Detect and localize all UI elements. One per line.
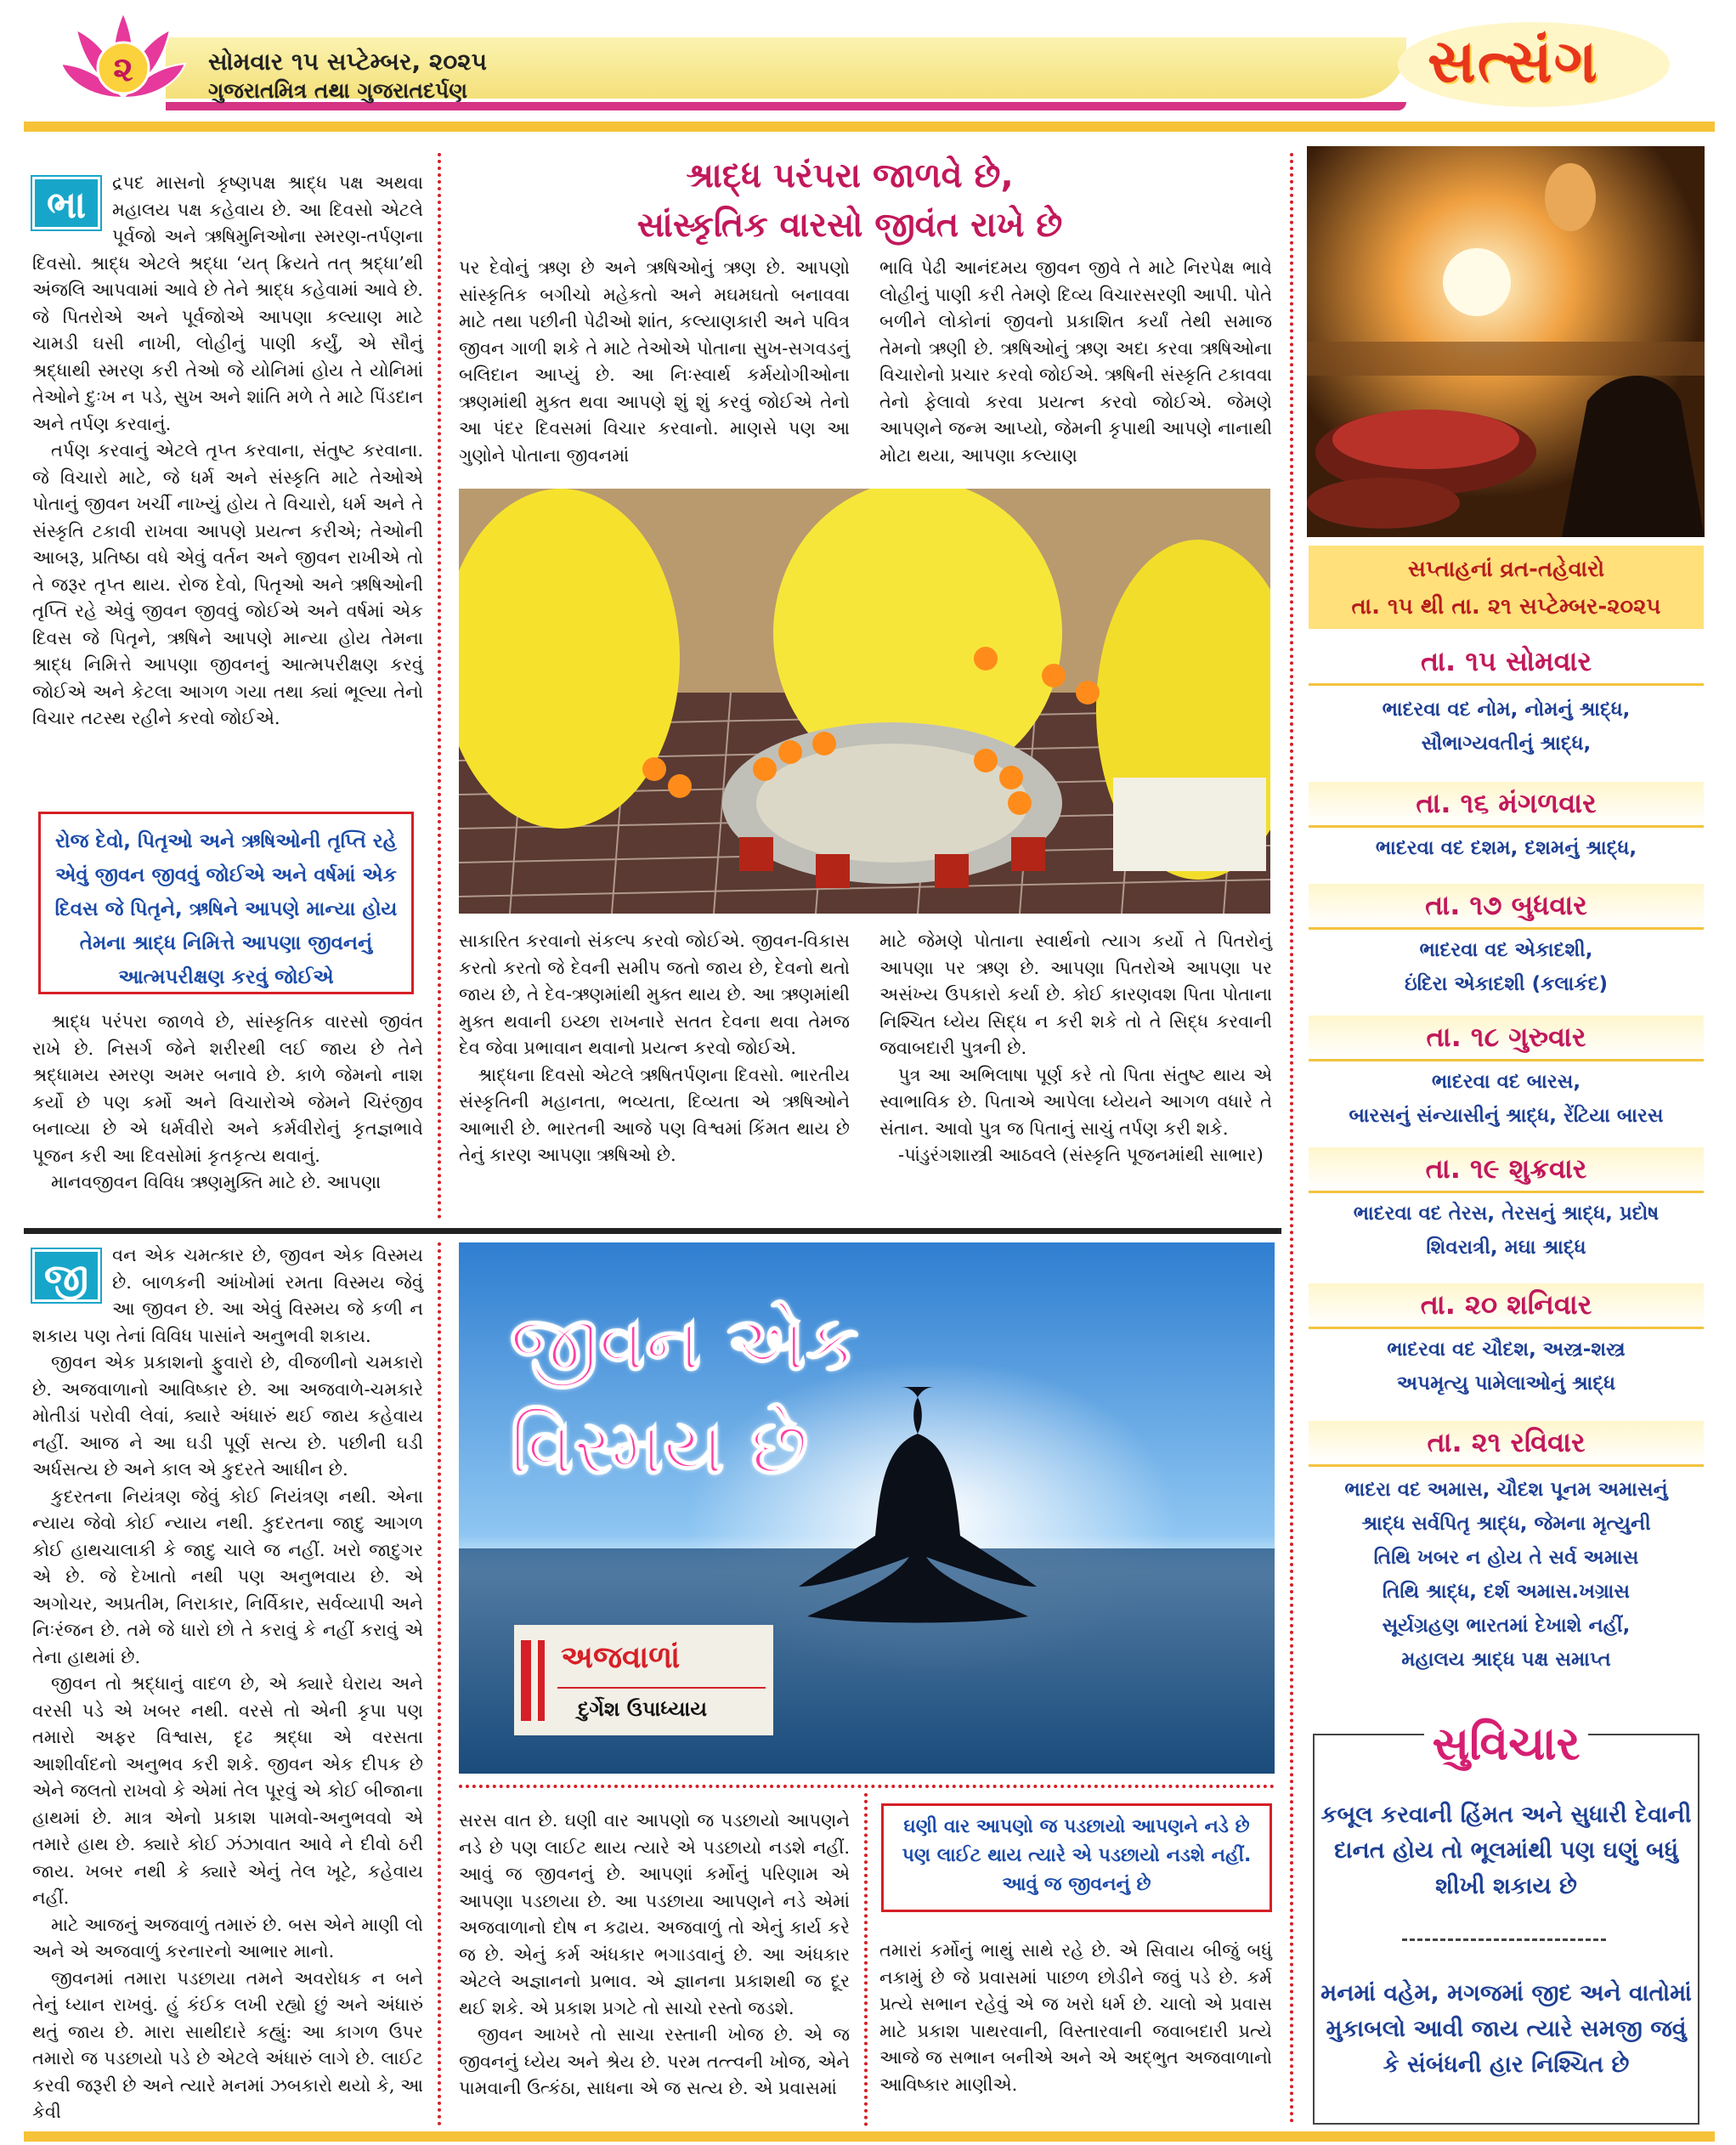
paragraph: શ્રાદ્ધના દિવસો એટલે ઋષિતર્પણના દિવસો. ભારતીય સંસ્કૃતિની મહાનતા, ભવ્યતા, દિવ્યતા એ ઋષિઓને આભારી છે. ભારતની આજે પણ વિશ્વમાં કિંમત થાય છે તેનું કારણ આપણા ઋષિઓ છે.	[459, 1064, 850, 1165]
paragraph: વન એક ચમત્કાર છે, જીવન એક વિસ્મય છે. બાળકની આંખોમાં રમતા વિસ્મય જેવું આ જીવન છે. આ એવું વિસ્મય જે કળી ન શકાય પણ તેનાં વિવિધ પાસાંને અનુભવી શકાય.	[32, 1245, 423, 1346]
festival-line: શ્રાદ્ધ સર્વપિતૃ શ્રાદ્ધ, જેમના મૃત્યુની	[1361, 1513, 1651, 1535]
article1-headline	[595, 151, 1105, 250]
festival-details	[1309, 1473, 1704, 1677]
festival-line: ઇંદિરા એકાદશી (કલાકંદ)	[1404, 973, 1609, 995]
article1-column1-bottom	[32, 1009, 423, 1197]
column-separator	[438, 1242, 441, 2126]
row-separator	[459, 1785, 1275, 1788]
paragraph: દ્રપદ માસનો કૃષ્ણપક્ષ શ્રાદ્ધ પક્ષ અથવા મહાલય પક્ષ કહેવાય છે. આ દિવસો એટલે પૂર્વજો અને ઋષિમુનિઓના સ્મરણ-તર્પણના દિવસો. શ્રાદ્ધ એટલે શ્રદ્ધા ‘યત્ ક્રિયતે તત્ શ્રદ્ધા’થી અંજલિ આપવામાં આવે છે તેને શ્રાદ્ધ કહેવામાં આવે છે. જે પિતરોએ અને પૂર્વજોએ આપણા કલ્યાણ માટે ચામડી ઘસી નાખી, લોહીનું પાણી કર્યું, એ સૌનું શ્રદ્ધાથી સ્મરણ કરી તેઓ જે યોનિમાં હોય તે યોનિમાં તેઓને દુઃખ ન પડે, સુખ અને શાંતિ મળે તે માટે પિંડદાન અને તર્પણ કરવાનું.	[32, 173, 423, 434]
festival-day: તા. ૧૬ મંગળવાર	[1309, 782, 1704, 828]
paragraph: પુત્ર આ અભિલાષા પૂર્ણ કરે તો પિતા સંતુષ્ટ થાય એ સ્વાભાવિક છે. પિતાએ આપેલા ધ્યેયને આગળ વધારે તે સંતાન. આવો પુત્ર જ પિતાનું સાચું તર્પણ કરી શકે.	[879, 1064, 1272, 1139]
pull-quote: રોજ દેવો, પિતૃઓ અને ઋષિઓની તૃપ્તિ રહે એવું જીવન જીવવું જોઈએ અને વર્ષમાં એક દિવસ જે પિતૃને, ઋષિને આપણે માન્યા હોય તેમના શ્રાદ્ધ નિમિત્તે આપણા જીવનનું આત્મપરીક્ષણ કરવું જોઈએ	[38, 812, 414, 994]
suvichar-divider	[1402, 1938, 1606, 1941]
page-number: ૨	[113, 50, 133, 89]
lotus-icon	[59, 8, 187, 115]
column-name: અજવાળાં	[561, 1640, 681, 1675]
festival-line: ભાદરવા વદ બારસ,	[1431, 1071, 1581, 1093]
festivals-title-line2: તા. ૧૫ થી તા. ૨૧ સપ્ટેમ્બર-૨૦૨૫	[1351, 594, 1661, 620]
paragraph: સરસ વાત છે. ઘણી વાર આપણો જ પડછાયો આપણને નડે છે પણ લાઈટ થાય ત્યારે એ પડછાયો નડશે નહીં. આવું જ જીવનનું છે. આપણાં કર્મોનું પરિણામ એ આપણા પડછાયા છે. આ પડછાયા આપણને નડે એમાં અજવાળાનો દોષ ન કઢાય. અજવાળું તો એનું કાર્ય કરે જ છે. એનું કર્મ અંધકાર ભગાડવાનું છે. આ અંધકાર એટલે અજ્ઞાનનો પ્રભાવ. એ જ્ઞાનના પ્રકાશથી જ દૂર થઈ શકે. એ પ્રકાશ પ્રગટે તો સાચો રસ્તો જડશે.	[459, 1810, 850, 2018]
festival-line: ભાદરવા વદ ચૌદશ, અસ્ત્ર-શસ્ત્ર	[1387, 1339, 1626, 1361]
diya-sunset-photo	[1307, 146, 1705, 537]
author-name: દુર્ગેશ ઉપાધ્યાય	[578, 1697, 708, 1721]
paragraph: જીવન આખરે તો સાચા રસ્તાની ખોજ છે. એ જ જીવનનું ધ્યેય અને શ્રેય છે. પરમ તત્ત્વની ખોજ, એને પામવાની ઉત્કંઠા, સાધના એ જ સત્ય છે. એ પ્રવાસમાં	[459, 2024, 850, 2098]
festival-line: સૌભાગ્યવતીનું શ્રાદ્ધ,	[1421, 733, 1592, 755]
section-divider	[24, 1228, 1281, 1234]
tag-divider	[557, 1687, 766, 1689]
paragraph: તમારાં કર્મોનું ભાથું સાથે રહે છે. એ સિવાય બીજું બધું નકામું છે જે પ્રવાસમાં પાછળ છોડીને જવું પડે છે. કર્મ પ્રત્યે સભાન રહેવું એ જ ખરો ધર્મ છે. ચાલો એ પ્રવાસ માટે પ્રકાશ પાથરવાની, વિસ્તારવાની જવાબદારી પ્રત્યે આજે જ સભાન બનીએ અને એ અદ્ભુત અજવાળાનો આવિષ્કાર માણીએ.	[879, 1940, 1272, 2095]
paragraph: માટે જેમણે પોતાના સ્વાર્થનો ત્યાગ કર્યો તે પિતરોનું આપણા પર ઋણ છે. આપણા પિતરોએ આપણા પર અસંખ્ય ઉપકારો કર્યા છે. કોઈ કારણવશ પિતા પોતાના નિશ્ચિત ધ્યેય સિદ્ધ ન કરી શકે તો તે સિદ્ધ કરવાની જવાબદારી પુત્રની છે.	[879, 931, 1272, 1058]
feature-title-line1: જીવન એક	[510, 1299, 859, 1387]
festival-line: મહાલય શ્રાદ્ધ પક્ષ સમાપ્ત	[1401, 1649, 1611, 1671]
tag-bar	[521, 1640, 531, 1721]
festival-line: ભાદરવા વદ દશમ, દશમનું શ્રાદ્ધ,	[1375, 837, 1637, 859]
paragraph: જીવન તો શ્રદ્ધાનું વાદળ છે, એ ક્યારે ઘેરાય અને વરસી પડે એ ખબર નથી. વરસે તો એની કૃપા પણ તમારો અફર વિશ્વાસ, દૃઢ શ્રદ્ધા એ વરસતા આશીર્વાદનો અનુભવ કરી શકે. જીવન એક દીપક છે એને જલતો રાખવો કે એમાં તેલ પૂરવું એ કોઈ બીજાના હાથમાં છે. માત્ર એનો પ્રકાશ પામવો-અનુભવવો એ તમારે હાથ છે. ક્યારે કોઈ ઝંઝાવાત આવે ને દીવો ઠરી જાય. ખબર નથી કે ક્યારે એનું તેલ ખૂટે, કહેવાય નહીં.	[32, 1673, 423, 1908]
top-rule	[24, 122, 1715, 132]
suvichar-title: સુવિચાર	[1309, 1717, 1704, 1771]
tag-bar	[538, 1640, 545, 1721]
paragraph: માનવજીવન વિવિધ ઋણમુક્તિ માટે છે. આપણા	[51, 1172, 382, 1192]
feature-title-line2: વિસ્મય છે	[510, 1403, 809, 1491]
festival-day: તા. ૨૦ શનિવાર	[1309, 1283, 1704, 1329]
column-separator	[438, 153, 441, 1220]
paragraph: જીવન એક પ્રકાશનો ફુવારો છે, વીજળીનો ચમકારો છે. અજવાળાનો આવિષ્કાર છે. આ અજવાળે-ચમકારે મોતીડાં પરોવી લેવાં, ક્યારે અંધારું થઈ જાય કહેવાય નહીં. આજ ને આ ઘડી પૂર્ણ સત્ય છે. પછીની ઘડી અર્ધસત્ય છે અને કાલ એ કુદરતે આધીન છે.	[32, 1352, 423, 1480]
festival-day: તા. ૧૯ શુક્રવાર	[1309, 1147, 1704, 1193]
festivals-title	[1309, 546, 1704, 629]
column-separator	[1290, 153, 1293, 2125]
festival-line: ભાદરા વદ અમાસ, ચૌદશ પૂનમ અમાસનું	[1344, 1479, 1668, 1501]
festival-details	[1309, 831, 1704, 865]
paragraph: કુદરતના નિયંત્રણ જેવું કોઈ નિયંત્રણ નથી. એના ન્યાય જેવો કોઈ ન્યાય નથી. કુદરતના જાદુ આગળ કોઈ હાથચાલાકી કે જાદુ ચાલે જ નહીં. ખરો જાદુગર એ છે. જે દેખાતો નથી પણ અનુભવાય છે. એ અગોચર, અપ્રતીમ, નિરાકાર, નિર્વિકાર, સર્વવ્યાપી અને નિઃરંજન છે. તમે જે ધારો છો તે કરાવું કે નહીં કરાવું એ તેના હાથમાં છે.	[32, 1486, 423, 1667]
paragraph: પર દેવોનું ઋણ છે અને ઋષિઓનું ઋણ છે. આપણો સાંસ્કૃતિક બગીચો મહેકતો અને મઘમઘતો બનાવવા માટે તથા પછીની પેઢીઓ શાંત, કલ્યાણકારી અને પવિત્ર જીવન ગાળી શકે તે માટે તેઓએ પોતાના સુખ-સગવડનું બલિદાન આપ્યું છે. આ નિઃસ્વાર્થ કર્મયોગીઓના ઋણમાંથી મુક્ત થવા આપણે શું શું કરવું જોઈએ તેનો આ પંદર દિવસમાં વિચાર કરવાનો. માણસે પણ આ ગુણોને પોતાના જીવનમાં	[459, 258, 850, 466]
article1-column2	[459, 255, 850, 469]
festival-details	[1309, 1333, 1704, 1401]
article2-column1	[32, 1242, 423, 2126]
feature-title	[510, 1292, 858, 1499]
festival-line: ભાદરવા વદ નોમ, નોમનું શ્રાદ્ધ,	[1382, 699, 1631, 721]
suvichar-quote: મનમાં વહેમ, મગજમાં જીદ અને વાતોમાં મુકાબલો આવી જાય ત્યારે સમજી જવું કે સંબંધની હાર નિશ્ચિત છે	[1320, 1980, 1692, 2078]
festival-line: અપમૃત્યુ પામેલાઓનું શ્રાદ્ધ	[1396, 1372, 1616, 1395]
festival-day: તા. ૨૧ રવિવાર	[1309, 1421, 1704, 1467]
column-separator	[864, 1793, 868, 2126]
festival-line: તિથિ શ્રાદ્ધ, દર્શ અમાસ.ખગ્રાસ	[1382, 1581, 1631, 1603]
festival-line: સૂર્યગ્રહણ ભારતમાં દેખાશે નહીં,	[1382, 1615, 1631, 1637]
dropcap: જી	[32, 1249, 100, 1302]
paragraph: સાકારિત કરવાનો સંકલ્પ કરવો જોઈએ. જીવન-વિકાસ કરતો કરતો જે દેવની સમીપ જતો જાય છે, દેવનો થતો જાય છે, તે દેવ-ઋણમાંથી મુક્ત થાય છે. આ ઋણમાંથી મુક્ત થવાની ઇચ્છા રાખનારે સતત દેવના થવા તેમજ દેવ જેવા પ્રભાવાન થવાનો પ્રયત્ન કરવો જોઈએ.	[459, 931, 850, 1058]
article-credit: -પાંડુરંગશાસ્ત્રી આઠવલે (સંસ્કૃતિ પૂજનમાંથી સાભાર)	[898, 1145, 1264, 1165]
paragraph: તર્પણ કરવાનું એટલે તૃપ્ત કરવાના, સંતુષ્ટ કરવાના. જે વિચારો માટે, જે ધર્મ અને સંસ્કૃતિ માટે તેઓએ પોતાનું જીવન ખર્ચી નાખ્યું હોય તે વિચારો, ધર્મ અને તે સંસ્કૃતિ ટકાવી રાખવા આપણે પ્રયત્ન કરીએ; તેઓની આબરૂ, પ્રતિષ્ઠા વધે એવું વર્તન અને જીવન રાખીએ તો તે જરૂર તૃપ્ત થાય. રોજ દેવો, પિતૃઓ અને ઋષિઓની તૃપ્તિ રહે એવું જીવન જીવવું જોઈએ અને વર્ષમાં એક દિવસ જે પિતૃને, ઋષિને આપણે માન્યા હોય તેમના શ્રાદ્ધ નિમિત્તે આપણા જીવનનું આત્મપરીક્ષણ કરવું જોઈએ અને કેટલા આગળ ગયા તથા ક્યાં ભૂલ્યા તેનો વિચાર તટસ્થ રહીને કરવો જોઈએ.	[32, 440, 423, 728]
festival-day: તા. ૧૭ બુધવાર	[1309, 884, 1704, 930]
article2-column3	[879, 1938, 1272, 2098]
logo-text: સત્સંગ	[1428, 25, 1599, 96]
festival-day: તા. ૧૫ સોમવાર	[1309, 640, 1704, 686]
article1-column3-bottom	[879, 928, 1272, 1169]
paragraph: જીવનમાં તમારા પડછાયા તમને અવરોધક ન બને તેનું ધ્યાન રાખવું. હું કંઈક લખી રહ્યો છું અને અંધારું થતું જાય છે. મારા સાથીદારે કહ્યું: આ કાગળ ઉપર તમારો જ પડછાયો પડે છે એટલે અંધારું લાગે છે. લાઈટ કરવી જરૂરી છે અને ત્યારે મનમાં ઝબકારો થયો કે, આ કેવી	[32, 1967, 423, 2122]
festival-details	[1309, 933, 1704, 1001]
pull-quote: ઘણી વાર આપણો જ પડછાયો આપણને નડે છે પણ લાઈટ થાય ત્યારે એ પડછાયો નડશે નહીં. આવું જ જીવનનું છે	[881, 1803, 1272, 1912]
publication-name: ગુજરાતમિત્ર તથા ગુજરાતદર્પણ	[208, 78, 468, 103]
festival-line: ભાદરવા વદ તેરસ, તેરસનું શ્રાદ્ધ, પ્રદોષ	[1353, 1203, 1660, 1225]
headline-line2: સાંસ્કૃતિક વારસો જીવંત રાખે છે	[636, 206, 1063, 245]
festival-line: ભાદરવા વદ એકાદશી,	[1419, 939, 1593, 961]
article1-column3	[879, 255, 1272, 469]
paragraph: શ્રાદ્ધ પરંપરા જાળવે છે, સાંસ્કૃતિક વારસો જીવંત રાખે છે. નિસર્ગ જેને શરીરથી લઈ જાય છે તેને શ્રદ્ધામય સ્મરણ અમર બનાવે છે. કાળે જેમનો નાશ કર્યો છે પણ કર્મો અને વિચારોએ જેમને ચિરંજીવ બનાવ્યા છે એ ધર્મવીરો અને કર્મવીરોનું કૃતજ્ઞભાવે પૂજન કરી આ દિવસોમાં કૃતકૃત્ય થવાનું.	[32, 1011, 423, 1166]
paragraph: માટે આજનું અજવાળું તમારું છે. બસ એને માણી લો અને એ અજવાળું કરનારનો આભાર માનો.	[32, 1914, 423, 1961]
page-header	[0, 0, 1736, 127]
festival-line: શિવરાત્રી, મઘા શ્રાદ્ધ	[1426, 1237, 1586, 1259]
issue-date: સોમવાર ૧૫ સપ્ટેમ્બર, ૨૦૨૫	[208, 48, 488, 76]
dropcap: ભા	[32, 177, 100, 229]
article1-column2-bottom	[459, 928, 850, 1169]
headline-line1: શ્રાદ્ધ પરંપરા જાળવે છે,	[686, 156, 1014, 195]
festival-line: તિથિ ખબર ન હોય તે સર્વ અમાસ	[1373, 1547, 1639, 1569]
bottom-rule	[24, 2131, 1715, 2142]
suvichar-quote: કબૂલ કરવાની હિંમત અને સુધારી દેવાની દાનત હોય તો ભૂલમાંથી પણ ઘણું બધું શીખી શકાય છે	[1320, 1802, 1692, 1899]
festival-day: તા. ૧૮ ગુરુવાર	[1309, 1016, 1704, 1061]
shraddh-ritual-photo	[459, 489, 1270, 914]
article1-column1	[32, 170, 423, 733]
festival-details	[1309, 1197, 1704, 1265]
festival-details	[1309, 1065, 1704, 1133]
festival-line: બારસનું સંન્યાસીનું શ્રાદ્ધ, રેંટિયા બારસ	[1349, 1105, 1664, 1127]
article2-column2	[459, 1808, 850, 2103]
festival-details	[1309, 693, 1704, 761]
festivals-title-line1: સપ્તાહનાં વ્રત-તહેવારો	[1407, 557, 1605, 582]
paragraph: ભાવિ પેઢી આનંદમય જીવન જીવે તે માટે નિરપેક્ષ ભાવે લોહીનું પાણી કરી તેમણે દિવ્ય વિચારસરણી આપી. પોતે બળીને લોકોનાં જીવનો પ્રકાશિત કર્યાં તેથી સમાજ તેમનો ઋણી છે. ઋષિઓનું ઋણ અદા કરવા ઋષિઓના વિચારોનો પ્રચાર કરવો જોઈએ. ઋષિની સંસ્કૃતિ ટકાવવા તેનો ફેલાવો કરવા પ્રયત્ન કરવો જોઈએ. જેમણે આપણને જન્મ આપ્યો, જેમની કૃપાથી આપણે નાનાથી મોટા થયા, આપણા કલ્યાણ	[879, 258, 1272, 466]
